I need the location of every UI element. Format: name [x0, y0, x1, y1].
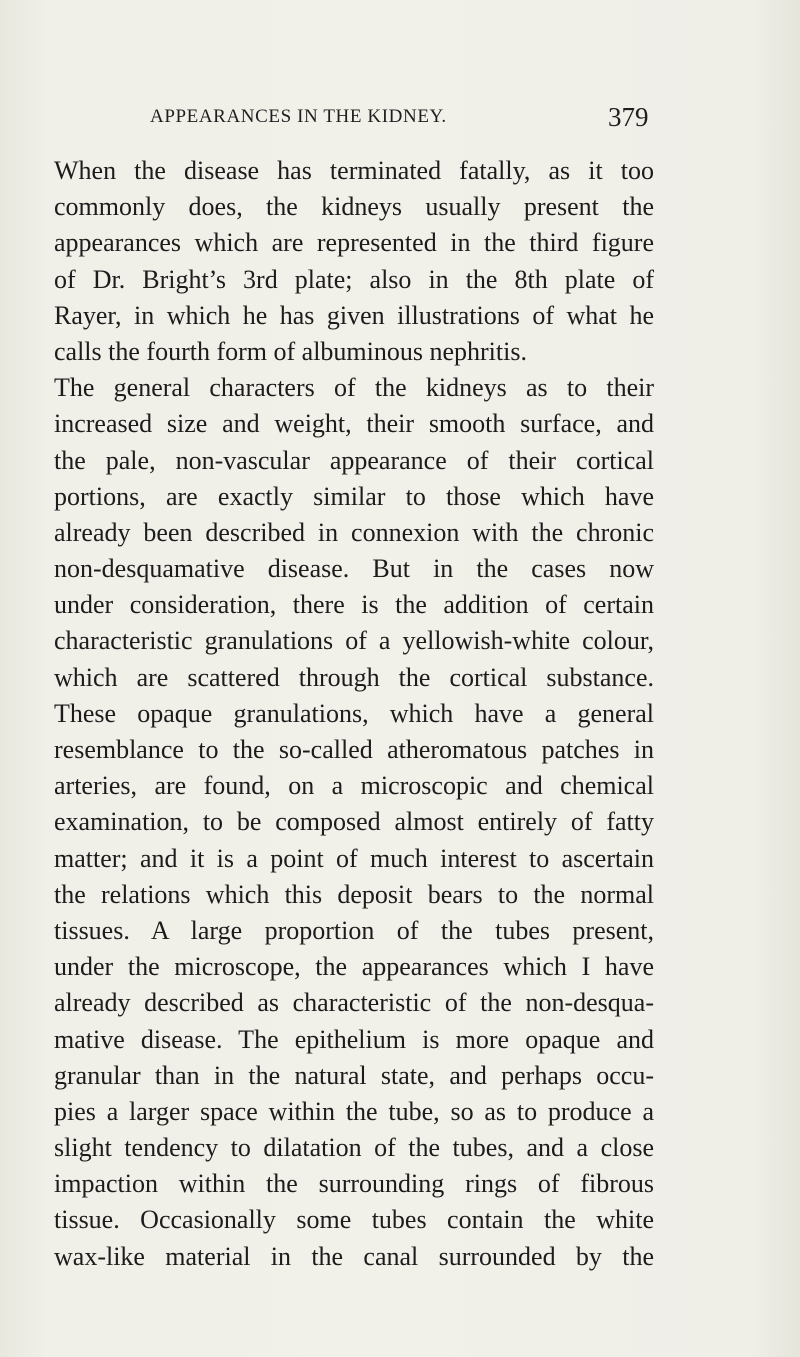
text-line: impaction within the surrounding rings of fibrous [54, 1169, 654, 1199]
text-line: of Dr. Bright’s 3rd plate; also in the 8th plate of [54, 264, 654, 294]
text-line: granular than in the natural state, and perhaps occu- [54, 1060, 654, 1090]
text-line: characteristic granulations of a yellowish-white colour, [54, 626, 654, 656]
text-line: tissues. A large proportion of the tubes present, [54, 915, 654, 945]
text-line: arteries, are found, on a microscopic and chemical [54, 771, 654, 801]
text-line: pies a larger space within the tube, so as to produce a [54, 1096, 654, 1126]
running-title: APPEARANCES IN THE KIDNEY. [150, 106, 447, 127]
text-line: calls the fourth form of albuminous nephritis. [54, 336, 527, 366]
text-line: portions, are exactly similar to those which have [54, 481, 654, 511]
text-line: matter; and it is a point of much interest to ascertain [54, 843, 654, 873]
text-line: the pale, non-vascular appearance of their cortical [54, 445, 654, 475]
text-line: These opaque granulations, which have a general [54, 698, 654, 728]
text-line: the relations which this deposit bears to the normal [54, 879, 654, 909]
text-line: resemblance to the so-called atheromatous patches in [54, 735, 654, 764]
text-line: The general characters of the kidneys as to their [54, 373, 654, 403]
text-line: increased size and weight, their smooth surface, and [54, 409, 654, 439]
text-line: tissue. Occasionally some tubes contain the white [54, 1205, 654, 1235]
text-line: already described as characteristic of the non-desqua- [54, 988, 654, 1018]
text-line: non-desquamative disease. But in the cases now [54, 554, 654, 584]
text-line: Rayer, in which he has given illustrations of what he [54, 300, 654, 330]
text-line: examination, to be composed almost entirely of fatty [54, 807, 654, 837]
text-line: under consideration, there is the addition of certain [54, 590, 654, 620]
body-text [54, 153, 654, 1275]
text-line: which are scattered through the cortical substance. [54, 662, 654, 692]
text-line: appearances which are represented in the third figure [54, 228, 654, 258]
page-number: 379 [608, 102, 649, 132]
text-line: slight tendency to dilatation of the tubes, and a close [54, 1133, 654, 1163]
text-line: under the microscope, the appearances which I have [54, 952, 654, 982]
text-line: wax-like material in the canal surrounded by the [54, 1241, 654, 1271]
text-line: mative disease. The epithelium is more opaque and [54, 1024, 654, 1054]
text-line: already been described in connexion with the chronic [54, 517, 654, 547]
text-line: commonly does, the kidneys usually present the [54, 192, 654, 222]
text-line: When the disease has terminated fatally, as it too [54, 156, 654, 185]
